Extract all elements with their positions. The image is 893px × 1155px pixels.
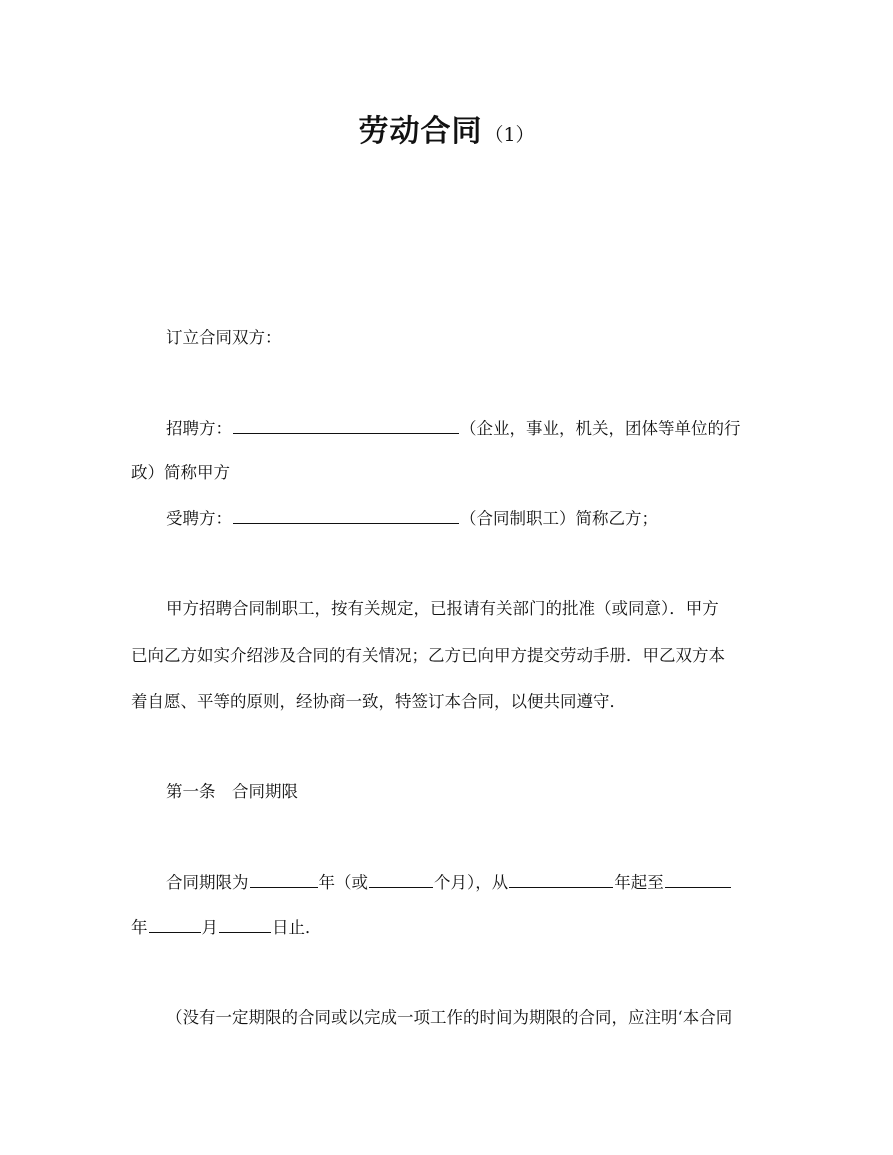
document-title: [0, 106, 893, 150]
employee-blank: [233, 507, 459, 524]
preamble-line-1: 甲方招聘合同制职工，按有关规定，已报请有关部门的批准（或同意）．甲方: [166, 599, 719, 618]
term-months-from: 个月），从: [434, 873, 509, 892]
term-note: （没有一定期限的合同或以完成一项工作的时间为期限的合同，应注明‘本合同: [166, 1008, 733, 1027]
term-years-blank: [250, 871, 318, 888]
term-year-or: 年（或: [318, 873, 368, 892]
end-year-label: 年: [131, 918, 148, 937]
employee-line: [166, 507, 658, 531]
term-prefix: 合同期限为: [166, 873, 249, 892]
end-month-blank: [149, 916, 201, 933]
contract-term-line: [166, 871, 732, 895]
preamble-line-3: 着自愿、平等的原则，经协商一致，特签订本合同，以便共同遵守．: [131, 692, 626, 711]
employer-blank: [233, 417, 459, 434]
end-day-label: 日止．: [272, 918, 322, 937]
term-start-to: 年起至: [614, 873, 664, 892]
end-year-blank: [665, 871, 731, 888]
start-date-blank: [509, 871, 613, 888]
term-months-blank: [369, 871, 433, 888]
preamble-line-2: 已向乙方如实介绍涉及合同的有关情况；乙方已向甲方提交劳动手册．甲乙双方本: [131, 646, 725, 665]
parties-intro: 订立合同双方：: [166, 328, 282, 347]
end-day-blank: [219, 916, 271, 933]
article-1-heading: 第一条 合同期限: [166, 782, 298, 801]
employer-note: （企业，事业，机关，团体等单位的行: [460, 419, 741, 438]
employee-label: 受聘方：: [166, 509, 232, 528]
contract-end-date-line: [131, 916, 322, 940]
title-text: 劳动合同: [358, 114, 483, 149]
title-suffix: （1）: [484, 124, 535, 146]
end-month-label: 月: [201, 918, 218, 937]
employer-line: [166, 417, 741, 441]
employee-note: （合同制职工）简称乙方；: [460, 509, 658, 528]
employer-label: 招聘方：: [166, 419, 232, 438]
employer-note-continued: 政）简称甲方: [131, 463, 230, 482]
